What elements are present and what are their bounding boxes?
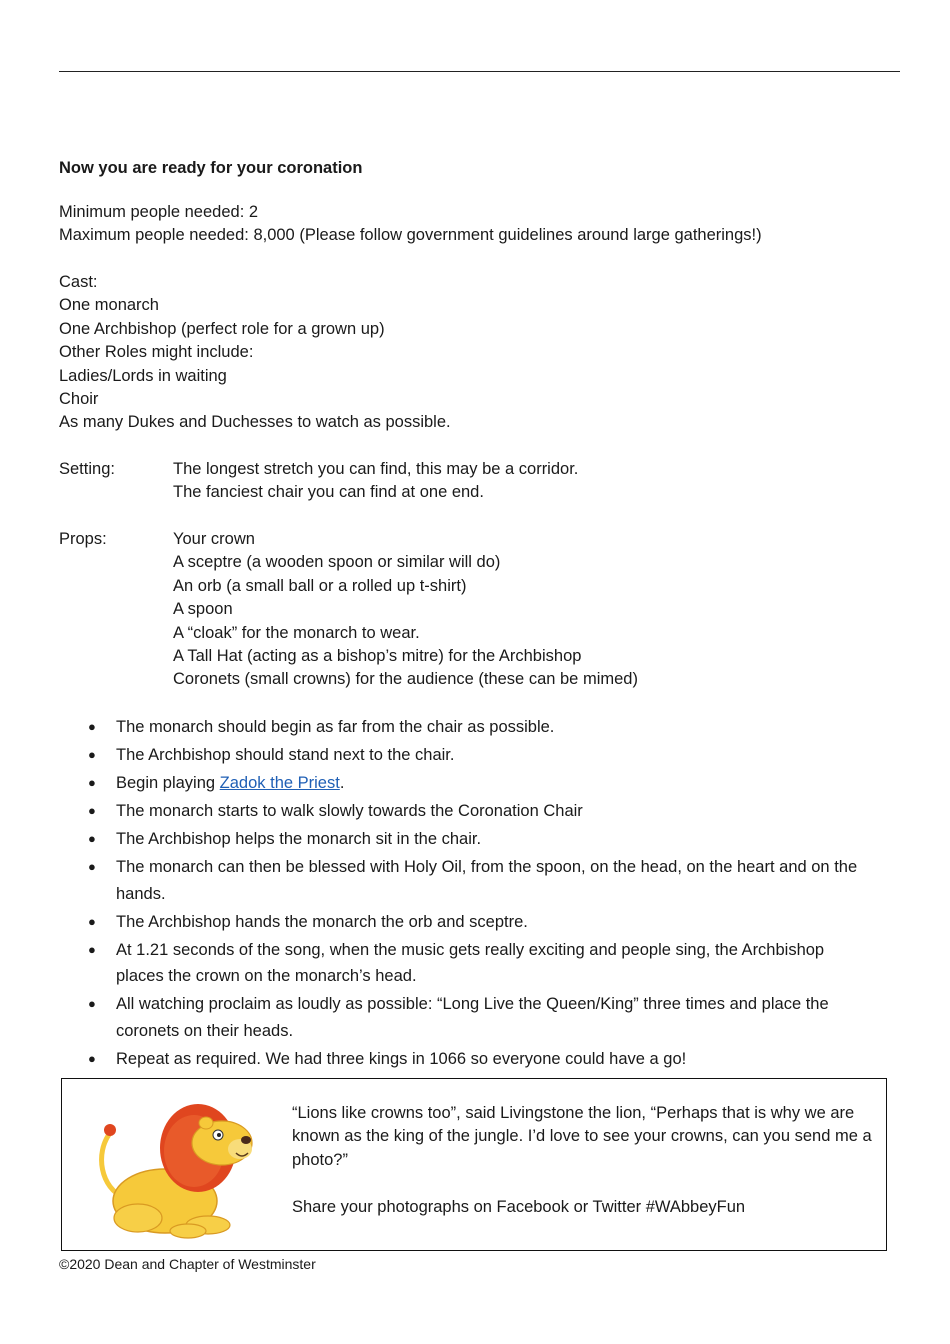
list-item — [59, 742, 871, 769]
maximum-people: Maximum people needed: 8,000 (Please follow government guidelines around large gatherings!) — [59, 226, 762, 245]
step-text: The monarch can then be blessed with Holy Oil, from the spoon, on the head, on the heart and on the hands. — [116, 858, 858, 903]
list-item — [59, 937, 871, 990]
instruction-list — [59, 714, 871, 1074]
list-item — [59, 854, 871, 907]
setting-line: The longest stretch you can find, this may be a corridor. — [173, 460, 579, 478]
list-item — [59, 770, 871, 797]
bullet-icon: ● — [88, 913, 96, 929]
bullet-icon: ● — [88, 803, 96, 818]
prop-item: A “cloak” for the monarch to wear. — [173, 623, 420, 642]
bullet-icon: ● — [88, 941, 96, 957]
page-title: Now you are ready for your coronation — [59, 159, 363, 177]
step-text: Begin playing — [116, 774, 220, 792]
step-text-end: . — [339, 774, 345, 792]
list-item — [59, 1046, 871, 1073]
step-text: At 1.21 seconds of the song, when the music gets really exciting and people sing, the Archbishop places the crown on the monarch’s head. — [116, 940, 825, 985]
prop-item: An orb (a small ball or a rolled up t-shirt) — [173, 576, 467, 595]
props-values — [173, 528, 638, 692]
setting-label: Setting: — [59, 460, 115, 478]
cast-item: Other Roles might include: — [59, 343, 254, 362]
prop-item: Your crown — [173, 530, 255, 548]
list-item — [59, 991, 871, 1044]
share-prompt: Share your photographs on Facebook or Twitter #WAbbeyFun — [292, 1198, 746, 1216]
bullet-icon: ● — [88, 996, 96, 1011]
lion-callout-box — [61, 1078, 887, 1251]
lion-quote: “Lions like crowns too”, said Livingstone the lion, “Perhaps that is why we are known as the king of the jungle. I’d love to see your crowns, can you send me a photo?” — [292, 1104, 872, 1169]
cast-list — [59, 271, 451, 435]
lion-mascot-icon — [90, 1093, 260, 1243]
cast-heading: Cast: — [59, 273, 98, 291]
bullet-icon: ● — [88, 859, 96, 874]
bullet-icon: ● — [88, 1050, 96, 1066]
step-text: The Archbishop hands the monarch the orb and sceptre. — [116, 912, 528, 931]
bullet-icon: ● — [88, 719, 96, 734]
cast-item: Choir — [59, 389, 99, 408]
step-text: The Archbishop should stand next to the chair. — [116, 746, 455, 764]
setting-line: The fanciest chair you can find at one end. — [173, 483, 484, 502]
copyright-footer: ©2020 Dean and Chapter of Westminster — [59, 1256, 316, 1272]
step-text: All watching proclaim as loudly as possible: “Long Live the Queen/King” three times and place the coronets on their heads. — [116, 995, 829, 1040]
header-rule — [59, 71, 900, 72]
cast-item: One Archbishop (perfect role for a grown up) — [59, 319, 385, 338]
prop-item: A spoon — [173, 600, 233, 619]
prop-item: A Tall Hat (acting as a bishop’s mitre) for the Archbishop — [173, 646, 582, 665]
step-text: The monarch starts to walk slowly towards the Coronation Chair — [116, 802, 583, 820]
list-item — [59, 714, 871, 741]
bullet-icon: ● — [88, 747, 96, 762]
setting-values — [173, 458, 578, 505]
people-needed — [59, 201, 762, 248]
list-item — [59, 826, 871, 853]
step-text: The monarch should begin as far from the chair as possible. — [116, 718, 555, 736]
cast-item: One monarch — [59, 296, 159, 315]
bullet-icon: ● — [88, 775, 96, 790]
minimum-people: Minimum people needed: 2 — [59, 203, 259, 221]
cast-item: Ladies/Lords in waiting — [59, 366, 227, 385]
prop-item: Coronets (small crowns) for the audience (these can be mimed) — [173, 670, 638, 689]
bullet-icon: ● — [88, 831, 96, 846]
step-text: Repeat as required. We had three kings in 1066 so everyone could have a go! — [116, 1049, 687, 1068]
list-item — [59, 798, 871, 825]
zadok-the-priest-link[interactable]: Zadok the Priest — [219, 774, 340, 792]
list-item — [59, 909, 871, 936]
step-text: The Archbishop helps the monarch sit in the chair. — [116, 830, 482, 848]
prop-item: A sceptre (a wooden spoon or similar will do) — [173, 553, 501, 572]
cast-item: As many Dukes and Duchesses to watch as possible. — [59, 413, 451, 432]
props-label: Props: — [59, 530, 107, 548]
